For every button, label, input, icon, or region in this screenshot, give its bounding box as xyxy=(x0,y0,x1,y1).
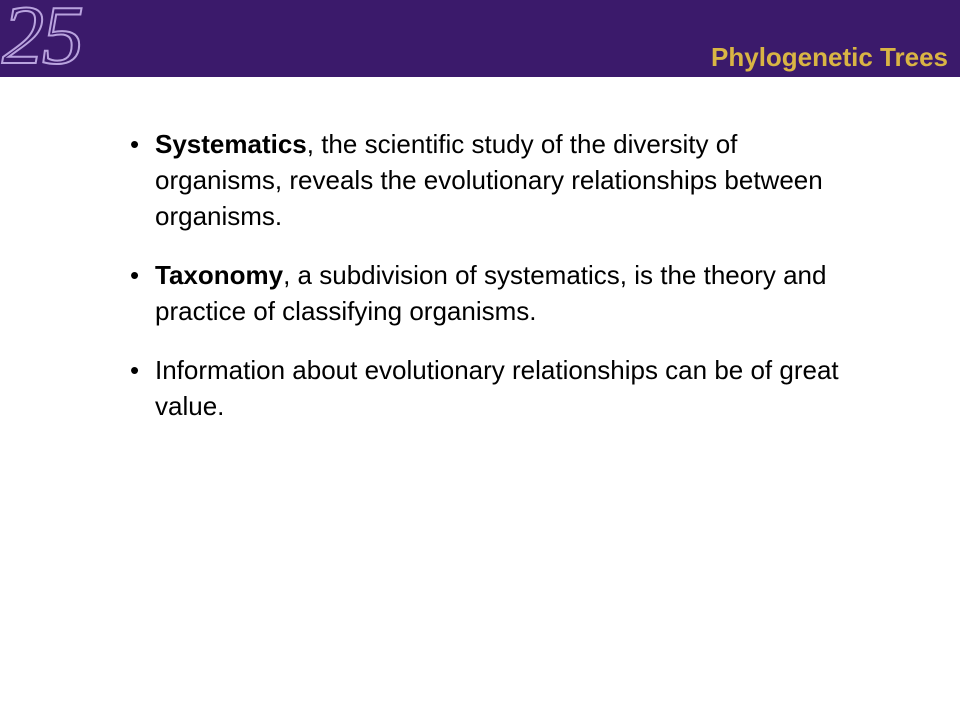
bullet-item-systematics xyxy=(130,126,845,234)
chapter-number: 25 xyxy=(2,0,82,82)
slide-title: Phylogenetic Trees xyxy=(711,42,948,72)
bullet-text: , the scientific study of the diversity of organisms, reveals the evolutionary relationships between organisms. xyxy=(155,129,823,231)
bullet-term: Systematics xyxy=(155,129,307,159)
slide-header xyxy=(0,0,960,82)
bullet-glyph: • xyxy=(130,129,140,159)
bullet-list xyxy=(130,126,845,447)
bullet-item-information xyxy=(130,352,845,424)
bullet-text: , a subdivision of systematics, is the theory and practice of classifying organisms. xyxy=(155,260,827,326)
bullet-term: Taxonomy xyxy=(155,260,284,290)
bullet-text: Information about evolutionary relationships can be of great value. xyxy=(155,355,839,421)
bullet-glyph: • xyxy=(130,355,140,385)
bullet-glyph: • xyxy=(130,260,140,290)
bullet-item-taxonomy xyxy=(130,257,845,329)
